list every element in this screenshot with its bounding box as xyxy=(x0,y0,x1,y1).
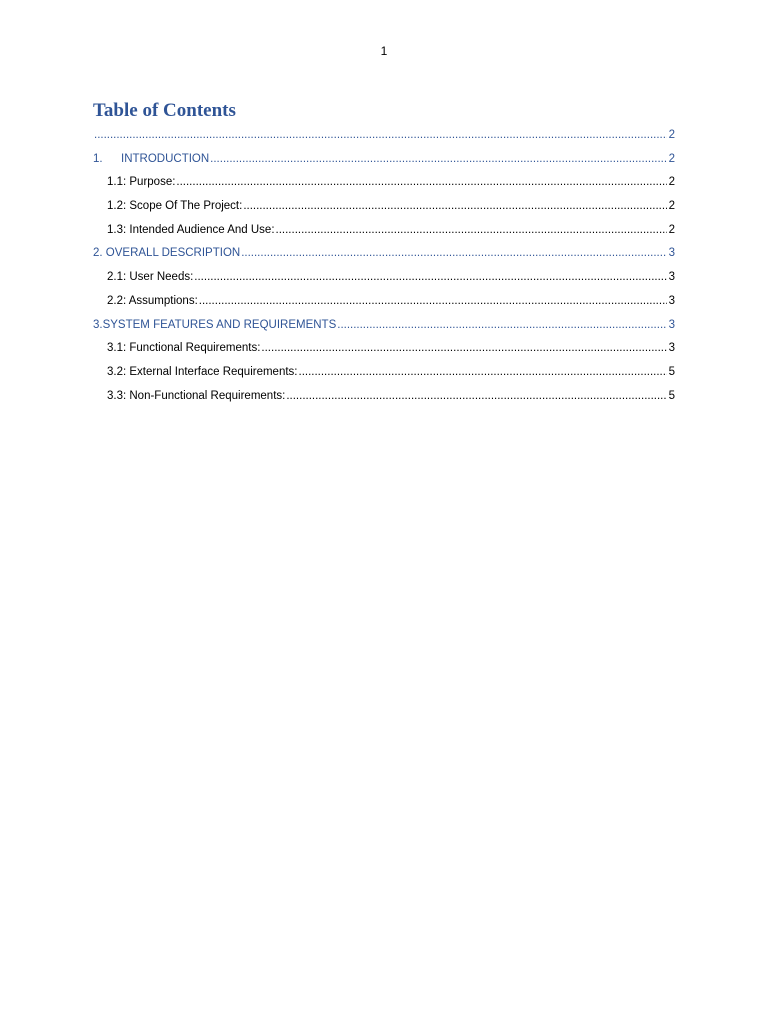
toc-dot-leader xyxy=(337,314,667,336)
toc-entry-non-functional-requirements[interactable] xyxy=(93,385,675,409)
toc-entry-purpose[interactable] xyxy=(93,171,675,195)
toc-entry-label: 2.1: User Needs: xyxy=(107,271,194,284)
toc-entry-label: 2.2: Assumptions: xyxy=(107,294,198,307)
toc-entry-assumptions[interactable] xyxy=(93,290,675,314)
toc-entry-label: 1.2: Scope Of The Project: xyxy=(107,200,243,213)
toc-entry-page: 3 xyxy=(668,294,675,307)
toc-dot-leader xyxy=(176,171,667,193)
toc-entry-page: 3 xyxy=(668,271,675,284)
toc-entry-page: 2 xyxy=(668,152,675,165)
table-of-contents xyxy=(93,124,675,408)
toc-entry-scope[interactable] xyxy=(93,195,675,219)
toc-dot-leader xyxy=(261,337,667,359)
toc-entry-page: 2 xyxy=(668,200,675,213)
toc-entry-number: 1. xyxy=(93,152,103,165)
toc-dot-leader xyxy=(286,385,667,407)
toc-entry-intended-audience[interactable] xyxy=(93,219,675,243)
toc-title: Table of Contents xyxy=(93,100,236,121)
toc-dot-leader xyxy=(94,124,667,146)
toc-dot-leader xyxy=(276,219,667,241)
toc-entry-label: 2. OVERALL DESCRIPTION xyxy=(93,247,241,260)
toc-entry-label: 3.SYSTEM FEATURES AND REQUIREMENTS xyxy=(93,318,337,331)
toc-entry-functional-requirements[interactable] xyxy=(93,337,675,361)
toc-entry-page: 2 xyxy=(668,223,675,236)
toc-entry-page: 3 xyxy=(668,342,675,355)
toc-entry-label: 1.3: Intended Audience And Use: xyxy=(107,223,275,236)
toc-entry-page: 3 xyxy=(668,247,675,260)
toc-entry-user-needs[interactable] xyxy=(93,266,675,290)
toc-entry-page: 2 xyxy=(668,129,675,141)
toc-entry-label: 1.1: Purpose: xyxy=(107,176,176,189)
toc-entry-label: 3.1: Functional Requirements: xyxy=(107,342,261,355)
toc-dot-leader xyxy=(199,290,667,312)
toc-dot-leader xyxy=(241,242,667,264)
toc-dot-leader xyxy=(194,266,667,288)
toc-entry-page: 2 xyxy=(668,176,675,189)
toc-entry-untitled[interactable] xyxy=(93,124,675,148)
toc-dot-leader xyxy=(210,148,667,170)
toc-entry-page: 5 xyxy=(668,389,675,402)
toc-entry-label: 3.3: Non-Functional Requirements: xyxy=(107,389,286,402)
toc-entry-system-features[interactable] xyxy=(93,314,675,338)
toc-entry-label: 3.2: External Interface Requirements: xyxy=(107,365,298,378)
page-number: 1 xyxy=(380,44,388,58)
toc-entry-external-interface[interactable] xyxy=(93,361,675,385)
toc-entry-label: INTRODUCTION xyxy=(121,152,210,165)
toc-dot-leader xyxy=(243,195,667,217)
toc-entry-overall-description[interactable] xyxy=(93,242,675,266)
toc-entry-page: 3 xyxy=(668,318,675,331)
toc-dot-leader xyxy=(299,361,668,383)
toc-entry-page: 5 xyxy=(668,365,675,378)
toc-entry-introduction[interactable] xyxy=(93,148,675,172)
